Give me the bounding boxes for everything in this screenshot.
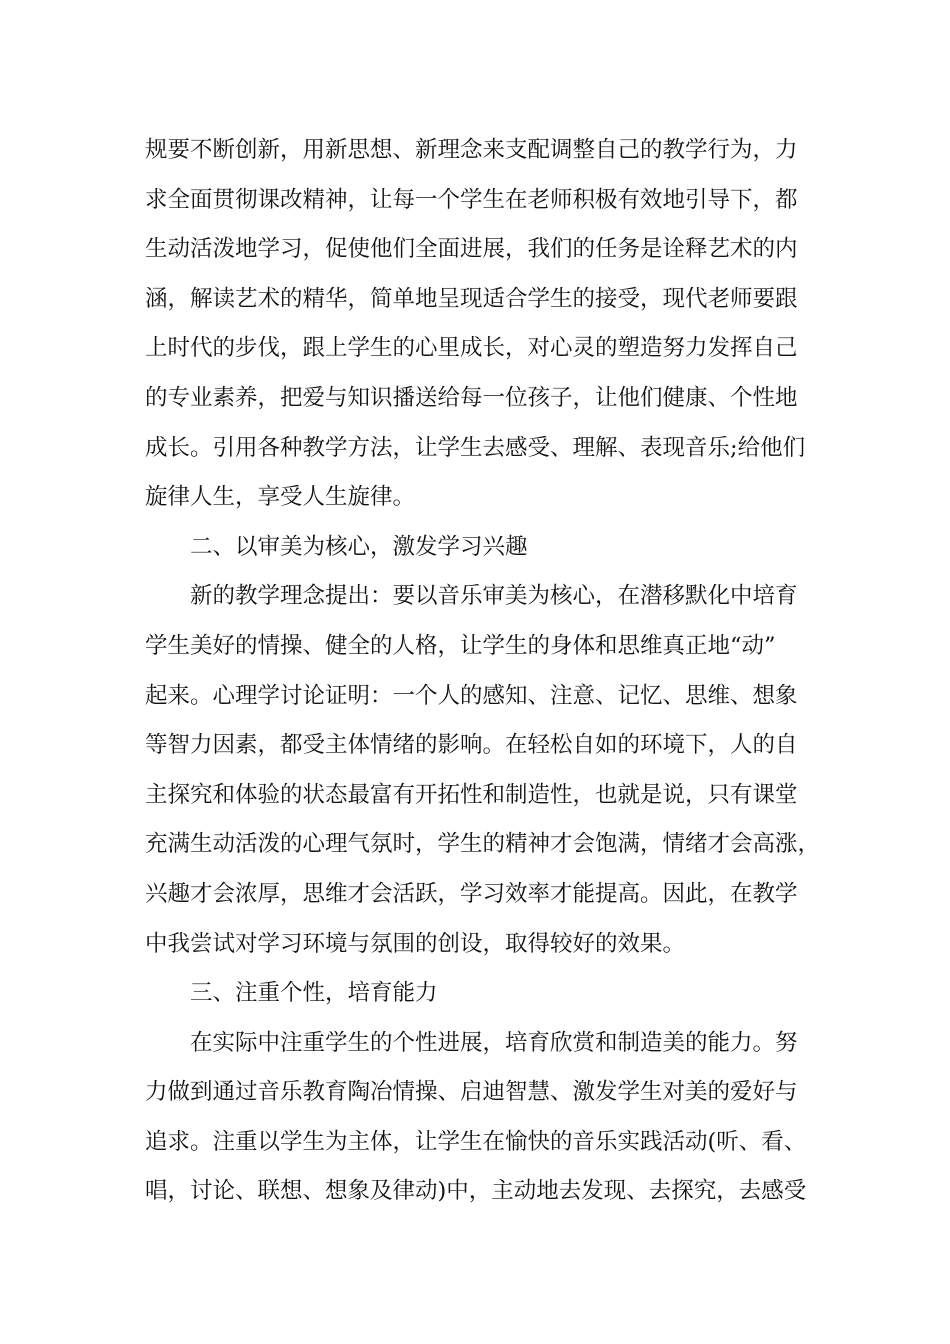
text-line: 新的教学理念提出：要以音乐审美为核心，在潜移默化中培育 xyxy=(190,583,798,610)
text-line: 旋律人生，享受人生旋律。 xyxy=(145,484,416,511)
text-line: 主探究和体验的状态最富有开拓性和制造性，也就是说，只有课堂 xyxy=(145,781,798,808)
text-line: 规要不断创新，用新思想、新理念来支配调整自己的教学行为，力 xyxy=(145,137,798,163)
text-line: 起来。心理学讨论证明：一个人的感知、注意、记忆、思维、想象 xyxy=(145,682,798,709)
text-line: 在实际中注重学生的个性进展，培育欣赏和制造美的能力。努 xyxy=(190,1029,798,1056)
text-line: 生动活泼地学习，促使他们全面进展，我们的任务是诠释艺术的内 xyxy=(145,236,798,263)
section-heading: 二、以审美为核心，激发学习兴趣 xyxy=(190,533,528,560)
text-line: 充满生动活泼的心理气氛时，学生的精神才会饱满，情绪才会高涨， xyxy=(145,831,821,858)
text-line: 上时代的步伐，跟上学生的心里成长，对心灵的塑造努力发挥自己 xyxy=(145,335,798,362)
text-line: 追求。注重以学生为主体，让学生在愉快的音乐实践活动(听、看、 xyxy=(145,1128,807,1155)
text-line: 学生美好的情操、健全的人格，让学生的身体和思维真正地“动” xyxy=(145,632,776,659)
text-line: 中我尝试对学习环境与氛围的创设，取得较好的效果。 xyxy=(145,930,686,957)
text-line: 涵，解读艺术的精华，简单地呈现适合学生的接受，现代老师要跟 xyxy=(145,285,798,312)
text-line: 力做到通过音乐教育陶冶情操、启迪智慧、激发学生对美的爱好与 xyxy=(145,1079,798,1106)
text-line: 成长。引用各种教学方法，让学生去感受、理解、表现音乐;给他们 xyxy=(145,434,806,461)
section-heading: 三、注重个性，培育能力 xyxy=(190,980,438,1007)
body-text xyxy=(145,126,821,1217)
text-line: 求全面贯彻课改精神，让每一个学生在老师积极有效地引导下，都 xyxy=(145,186,798,213)
text-line: 兴趣才会浓厚，思维才会活跃，学习效率才能提高。因此，在教学 xyxy=(145,880,798,907)
text-line: 的专业素养，把爱与知识播送给每一位孩子，让他们健康、个性地 xyxy=(145,384,798,411)
text-line: 唱，讨论、联想、想象及律动)中，主动地去发现、去探究，去感受 xyxy=(145,1178,807,1205)
text-line: 等智力因素，都受主体情绪的影响。在轻松自如的环境下，人的自 xyxy=(145,732,798,759)
